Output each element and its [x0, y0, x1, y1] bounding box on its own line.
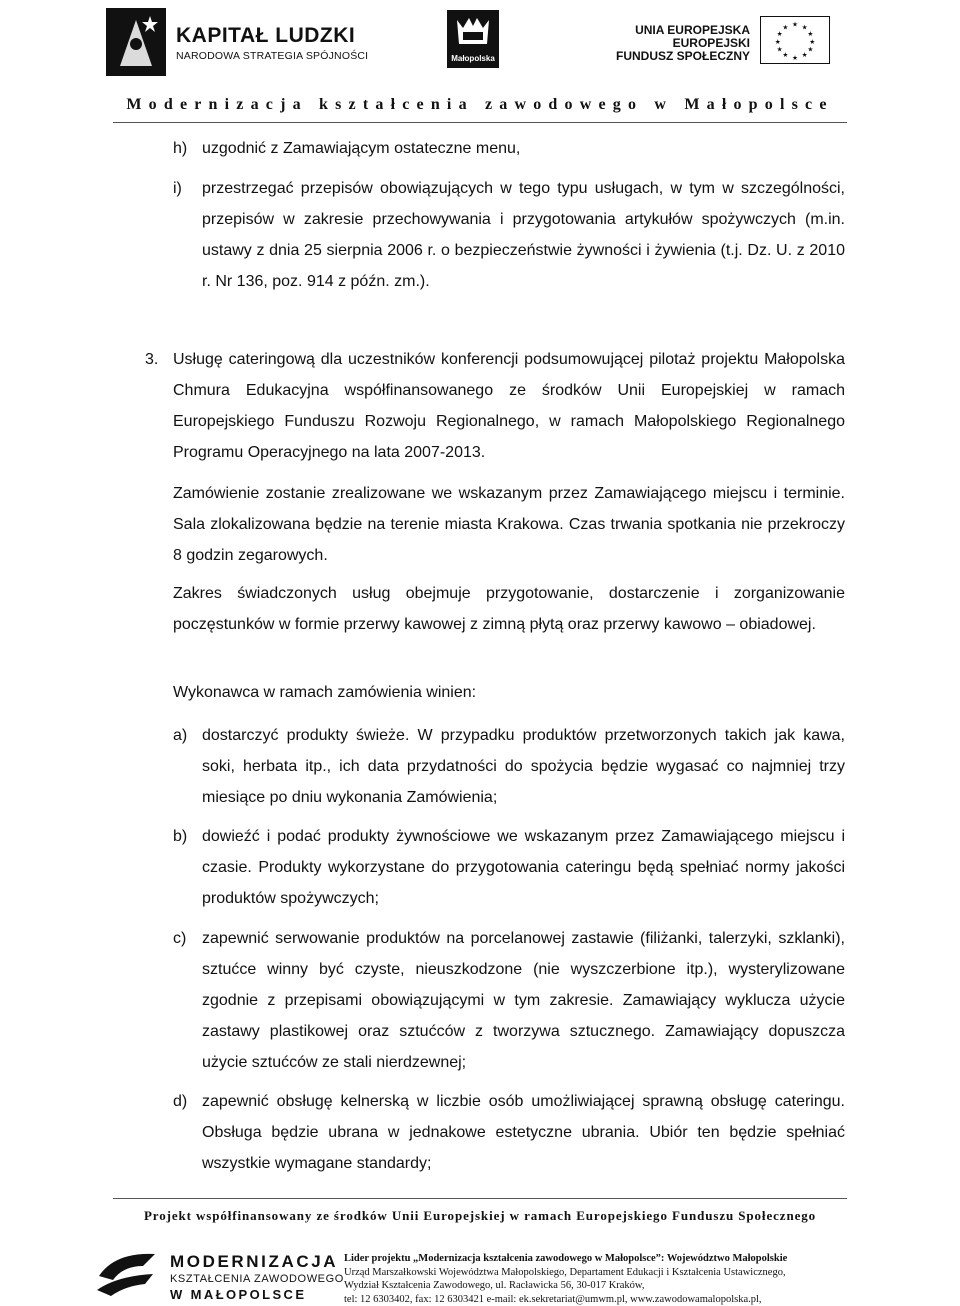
page-header: [0, 0, 960, 113]
svg-text:★: ★: [809, 37, 816, 46]
list-label-c: c): [173, 930, 187, 947]
malopolska-emblem-icon: [447, 10, 499, 56]
list-label-d: d): [173, 1093, 188, 1110]
list-item-a: dostarczyć produkty świeże. W przypadku produktów przetworzonych takich jak kawa, soki, herbata itp., ich data przydatności do spożycia będzie wygasać co najmniej trzy miesiące po dniu wykonania Zamówienia;: [202, 727, 845, 806]
eu-line-3: FUNDUSZ SPOŁECZNY: [615, 49, 750, 63]
list-label-h: h): [173, 140, 188, 157]
section-paragraph-3: Zakres świadczonych usług obejmuje przygotowanie, dostarczenie i zorganizowanie poczęstunków w formie przerwy kawowej z zimną płytą oraz przerwy kawowo – obiadowej.: [173, 585, 845, 633]
svg-text:★: ★: [774, 37, 781, 46]
kapital-ludzki-logo: [106, 8, 166, 76]
modernizacja-subtitle: KSZTAŁCENIA ZAWODOWEGO: [170, 1273, 344, 1285]
contact-line: tel: 12 6303402, fax: 12 6303421 e-mail: ek.sekretariat@umwm.pl, www.zawodowamalopolska.pl,: [344, 1293, 762, 1305]
svg-text:★: ★: [782, 23, 789, 32]
section-paragraph-2: Zamówienie zostanie zrealizowane we wskazanym przez Zamawiającego miejscu i terminie. Sala zlokalizowana będzie na terenie miasta Krakowa. Czas trwania spotkania nie przekroczy 8 godzin zegarowych.: [173, 485, 845, 564]
list-label-b: b): [173, 828, 188, 845]
list-item-d: zapewnić obsługę kelnerską w liczbie osób umożliwiającej sprawną obsługę cateringu. Obsługa będzie ubrana w jednakowe estetyczne ubrania. Ubiór ten będzie spełniać wszystkie wymagane standardy;: [202, 1093, 845, 1172]
malopolska-caption: Małopolska: [451, 54, 495, 63]
eu-line-2: EUROPEJSKI: [672, 36, 750, 50]
svg-text:★: ★: [807, 30, 814, 39]
list-label-i: i): [173, 180, 182, 197]
cofinance-note: Projekt współfinansowany ze środków Unii Europejskiej w ramach Europejskiego Funduszu Społecznego: [143, 1208, 817, 1223]
svg-text:★: ★: [807, 45, 814, 54]
kapital-ludzki-title: KAPITAŁ LUDZKI: [176, 24, 356, 47]
list-item-c: zapewnić serwowanie produktów na porcelanowej zastawie (filiżanki, talerzyki, szklanki), sztućce winny być czyste, nieuszkodzone (nie wyszczerbione itp.), wysterylizowane zgodnie z przepisami obowiązującymi w tym zakresie. Zamawiający wyklucza użycie zastawy plastikowej oraz sztućców z tworzywa sztucznego. Zamawiający dopuszcza użycie sztućców ze stali nierdzewnej;: [202, 930, 845, 1071]
svg-text:★: ★: [801, 23, 808, 32]
modernizacja-logo-icon: [95, 1246, 159, 1298]
svg-text:★: ★: [792, 54, 798, 63]
svg-text:★: ★: [792, 20, 798, 29]
office-line: Urząd Marszałkowski Województwa Małopolskiego, Departament Edukacji i Kształcenia Ustawicznego,: [344, 1266, 786, 1278]
list-item-i: przestrzegać przepisów obowiązujących w tego typu usługach, w tym w szczególności, przepisów w zakresie przechowywania i przygotowania artykułów spożywczych (m.in. ustawy z dnia 25 sierpnia 2006 r. o bezpieczeństwie żywności i żywienia (t.j. Dz. U. z 2010 r. Nr 136, poz. 914 z późn. zm.).: [202, 180, 845, 290]
svg-text:★: ★: [776, 45, 783, 54]
section-paragraph-4: Wykonawca w ramach zamówienia winien:: [173, 684, 477, 701]
eu-line-1: UNIA EUROPEJSKA: [635, 23, 750, 37]
project-tagline: Modernizacja kształcenia zawodowego w Małopolsce: [126, 96, 834, 113]
list-item-b: dowieźć i podać produkty żywnościowe we wskazanym przez Zamawiającego miejscu i czasie. Produkty wykorzystane do przygotowania cateringu będą spełniać normy jakości produktów spożywczych;: [202, 828, 845, 907]
modernizacja-title: MODERNIZACJA: [170, 1252, 339, 1271]
svg-text:★: ★: [776, 30, 783, 39]
svg-text:★: ★: [801, 51, 808, 60]
footer-divider: [113, 1198, 847, 1199]
project-contact-info: [344, 1252, 844, 1306]
eu-text: [616, 24, 750, 63]
header-divider: [113, 122, 847, 123]
eu-flag-icon: [760, 16, 830, 64]
modernizacja-region: W MAŁOPOLSCE: [170, 1287, 307, 1302]
address-line: Wydział Kształcenia Zawodowego, ul. Racławicka 56, 30-017 Kraków,: [344, 1280, 645, 1291]
project-leader-line: Lider projektu „Modernizacja kształcenia zawodowego w Małopolsce”: Województwo Małopolskie: [344, 1253, 788, 1264]
kapital-ludzki-subtitle: NARODOWA STRATEGIA SPÓJNOŚCI: [176, 50, 369, 62]
list-item-h: uzgodnić z Zamawiającym ostateczne menu,: [202, 140, 521, 157]
list-label-a: a): [173, 727, 188, 744]
section-number: 3.: [145, 351, 159, 368]
section-intro: Usługę cateringową dla uczestników konferencji podsumowującej pilotaż projektu Małopolska Chmura Edukacyjna współfinansowanego ze środków Unii Europejskiej w ramach Europejskiego Funduszu Rozwoju Regionalnego, w ramach Małopolskiego Regionalnego Programu Operacyjnego na lata 2007-2013.: [173, 351, 845, 461]
svg-text:★: ★: [782, 51, 789, 60]
